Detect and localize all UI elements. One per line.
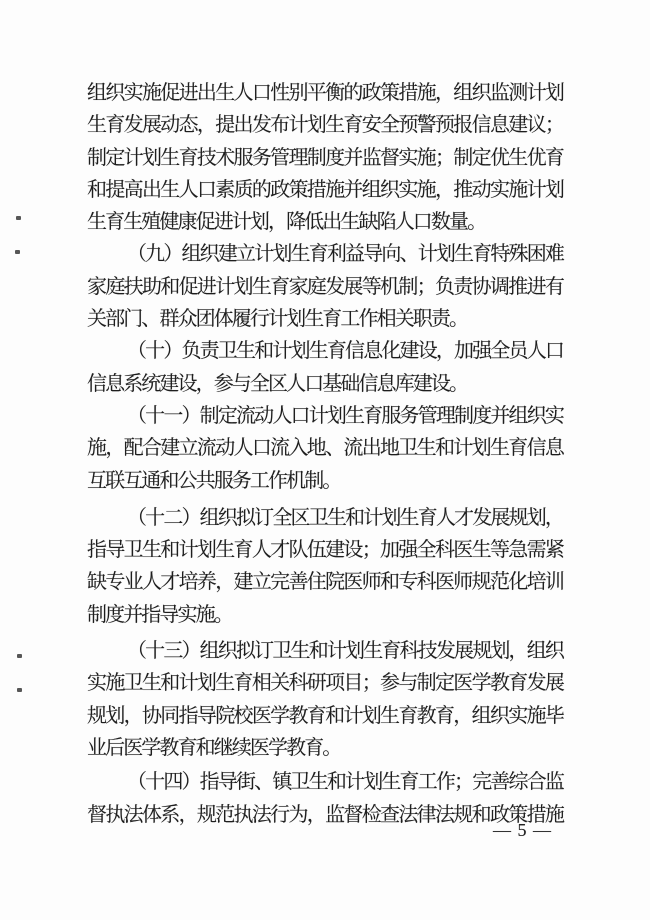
document-line: 施，配合建立流动人口流入地、流出地卫生和计划生育信息 (87, 437, 563, 460)
document-line: 信息系统建设，参与全区人口基础信息库建设。 (87, 372, 468, 395)
scan-artifact-dot (17, 688, 22, 692)
document-line: 和提高出生人口素质的政策措施并组织实施，推动实施计划 (87, 178, 563, 201)
document-line-item-12: （十二）组织拟订全区卫生和计划生育人才发展规划， (127, 506, 563, 529)
document-line: 规划，协同指导院校医学教育和计划生育教育，组织实施毕 (87, 704, 563, 727)
scan-artifact-dot (15, 250, 20, 254)
document-line-item-9: （九）组织建立计划生育利益导向、计划生育特殊困难 (127, 243, 563, 266)
document-line: 制度并指导实施。 (87, 603, 232, 626)
document-line-item-10: （十）负责卫生和计划生育信息化建设，加强全员人口 (127, 340, 563, 363)
document-line: 关部门、群众团体履行计划生育工作相关职责。 (87, 308, 468, 331)
document-line: 业后医学教育和继续医学教育。 (87, 736, 341, 759)
document-line-item-11: （十一）制定流动人口计划生育服务管理制度并组织实 (127, 404, 563, 427)
document-line: 互联互通和公共服务工作机制。 (87, 469, 341, 492)
document-line: 制定计划生育技术服务管理制度并监督实施；制定优生优育 (87, 146, 563, 169)
document-line: 生育发展动态，提出发布计划生育安全预警预报信息建议； (87, 114, 563, 137)
scan-artifact-dot (17, 654, 22, 658)
document-line: 生育生殖健康促进计划，降低出生缺陷人口数量。 (87, 211, 486, 234)
document-line-item-13: （十三）组织拟订卫生和计划生育科技发展规划，组织 (127, 640, 563, 663)
document-line: 缺专业人才培养，建立完善住院医师和专科医师规范化培训 (87, 571, 563, 594)
document-line: 组织实施促进出生人口性别平衡的政策措施，组织监测计划 (87, 82, 563, 104)
document-line: 家庭扶助和促进计划生育家庭发展等机制；负责协调推进有 (87, 275, 563, 298)
page-number: — 5 — (493, 820, 552, 840)
document-line: 实施卫生和计划生育相关科研项目；参与制定医学教育发展 (87, 672, 563, 695)
document-line: 指导卫生和计划生育人才队伍建设；加强全科医生等急需紧 (87, 539, 563, 562)
scan-artifact-dot (16, 216, 21, 220)
document-line: 督执法体系，规范执法行为，监督检查法律法规和政策措施 (87, 803, 563, 826)
document-body (87, 77, 563, 831)
document-line-item-14: （十四）指导街、镇卫生和计划生育工作；完善综合监 (127, 771, 563, 794)
